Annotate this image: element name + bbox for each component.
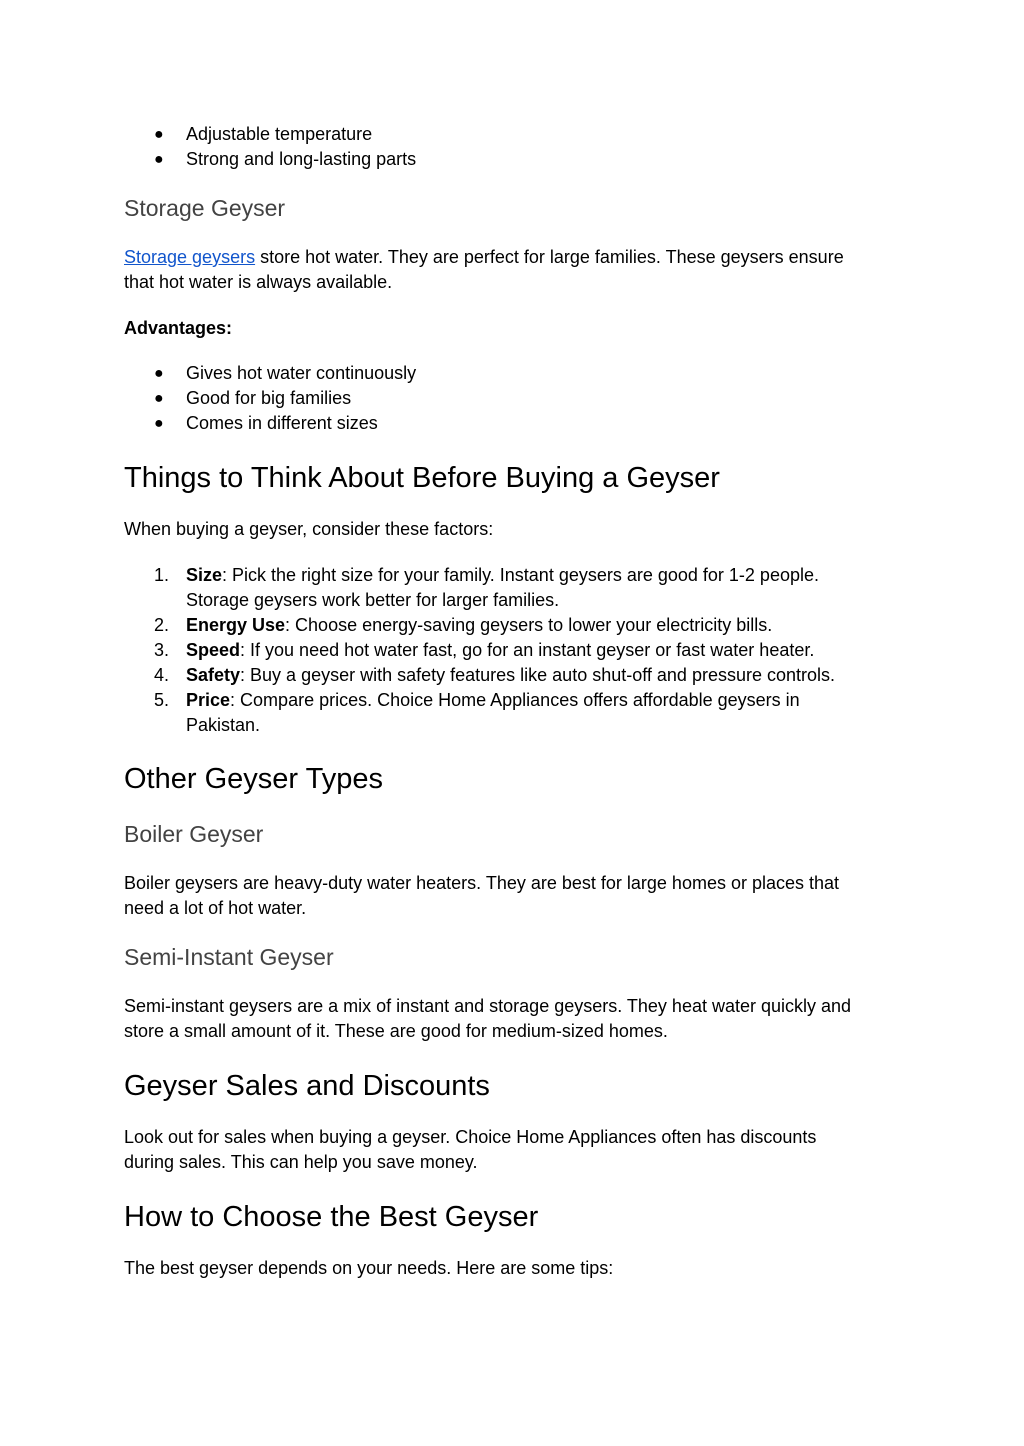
list-term: Energy Use [186,615,286,635]
storage-paragraph-line: that hot water is always available. [124,272,393,292]
list-term: Speed [186,640,241,660]
list-desc: Storage geysers work better for larger families. [186,590,560,610]
list-desc: : Buy a geyser with safety features like auto shut-off and pressure controls. [240,665,836,685]
list-item-text: Good for big families [186,388,352,408]
storage-paragraph-text: store hot water. They are perfect for large families. These geysers ensure [255,247,844,267]
list-item-text [186,613,772,638]
storage-geyser-heading: Storage Geyser [124,195,286,221]
boiler-paragraph-line: Boiler geysers are heavy-duty water heaters. They are best for large homes or places that [124,873,840,893]
storage-geysers-link[interactable]: Storage geysers [124,247,256,267]
advantages-label [124,316,232,341]
list-desc: : Compare prices. Choice Home Appliances offers affordable geysers in [230,690,800,710]
list-term: Price [186,690,231,710]
bullet-icon: ● [154,390,164,407]
sales-paragraph-line: Look out for sales when buying a geyser. Choice Home Appliances often has discounts [124,1127,817,1147]
list-term: Safety [186,665,241,685]
list-desc: : If you need hot water fast, go for an instant geyser or fast water heater. [240,640,815,660]
list-number: 3. [154,640,170,660]
things-heading: Things to Think About Before Buying a Geyser [124,462,720,494]
bullet-icon: ● [154,415,164,432]
list-item-text: Adjustable temperature [186,124,373,144]
bullet-icon: ● [154,126,164,143]
semi-instant-geyser-heading: Semi-Instant Geyser [124,944,334,970]
list-desc: : Choose energy-saving geysers to lower your electricity bills. [285,615,773,635]
sales-paragraph-line: during sales. This can help you save money. [124,1152,478,1172]
semi-paragraph-line: Semi-instant geysers are a mix of instant and storage geysers. They heat water quickly and [124,996,852,1016]
list-desc: Pakistan. [186,715,261,735]
list-item-text: Strong and long-lasting parts [186,149,417,169]
list-number: 2. [154,615,170,635]
bullet-icon: ● [154,365,164,382]
choose-paragraph-line: The best geyser depends on your needs. Here are some tips: [124,1258,614,1278]
sales-heading: Geyser Sales and Discounts [124,1070,490,1102]
boiler-geyser-heading: Boiler Geyser [124,821,264,847]
list-term: Size [186,565,223,585]
list-desc: : Pick the right size for your family. Instant geysers are good for 1-2 people. [222,565,819,585]
things-intro: When buying a geyser, consider these factors: [124,519,494,539]
list-item-text [186,563,819,588]
list-number: 4. [154,665,170,685]
list-item-text: Gives hot water continuously [186,363,417,383]
list-item-text: Comes in different sizes [186,413,378,433]
list-number: 5. [154,690,170,710]
list-item-text [186,638,814,663]
storage-paragraph-line [124,245,844,270]
choose-heading: How to Choose the Best Geyser [124,1201,539,1233]
list-item-text [186,663,835,688]
advantages-label-text: Advantages: [124,318,233,338]
list-number: 1. [154,565,170,585]
other-types-heading: Other Geyser Types [124,763,383,795]
bullet-icon: ● [154,151,164,168]
semi-paragraph-line: store a small amount of it. These are good for medium-sized homes. [124,1021,668,1041]
boiler-paragraph-line: need a lot of hot water. [124,898,307,918]
list-item-text [186,688,800,713]
